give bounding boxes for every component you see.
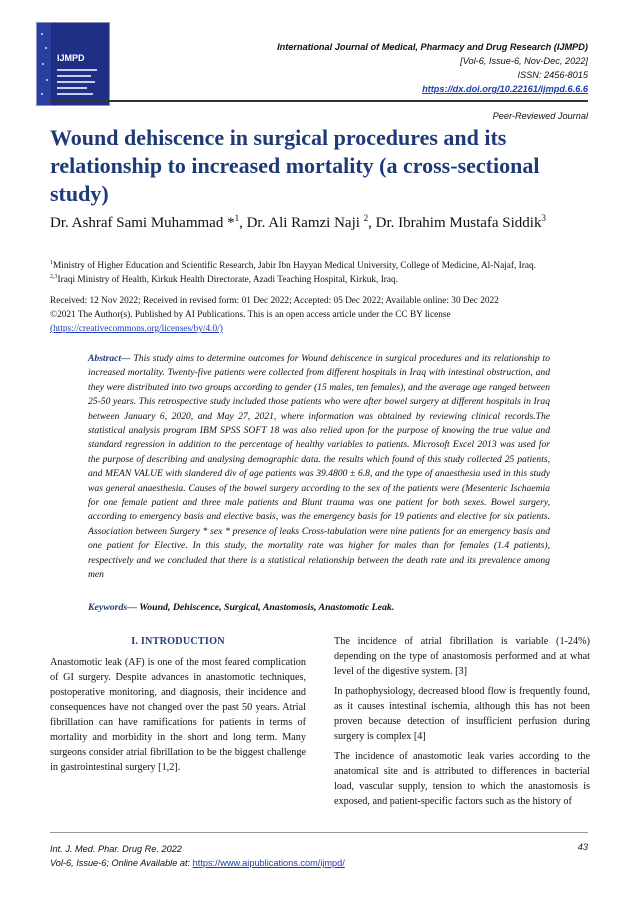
footer-availability-text: Vol-6, Issue-6; Online Available at: [50,858,193,868]
cover-dot [41,33,43,35]
body-left-column [50,634,306,780]
journal-website-link[interactable]: https://www.aipublications.com/ijmpd/ [192,858,345,868]
abstract-text: This study aims to determine outcomes for Wound dehiscence in surgical procedures and its relationship to increased mortality. Twenty-five patients were collected from different hospitals in Iraq with intestinal obstruction, and they were distributed into two groups according to gender (15 males, ten females), and the average age ranged between 25-50 years. This retrospective study included those patients who were after bowel surgery at different hospitals in Iraq between January 6, 2020, and May 27, 2021, where information was obtained by reviewing clinical records.The statistical analysis program IBM SPSS SOFT 18 was also relied upon for the purpose of knowing the true value and standard regression in addition to the percentage of healthy variables to patients. Microsoft Excel 2013 was used for the purpose of describing and analysing demographic data. the results which found of this study collected 25 patients, and MEAN VALUE with slandered div of age patients was 39.4800 ± 6.8, and the type of anaesthesia used in this study was general anaesthesia. Causes of the bowel surgery according to the sex of the patients were (Mesenteric Ischaemia for one female patient and three male patients and Blunt trauma was one patient for both sexes. Bowel surgery, according to emergency basis and elective basis, was the emergency basis for 19 patients and elective for six patients. Association between Surgery * sex * presence of leaks Cross-tabulation were nine patients for an emergency basis and one patient for Elective. In this study, the mortality rate was higher for males than for females (1.4 patients), respectively and we concluded that there is a statistical relationship between the death rate and its prevalence among men [88,353,550,581]
copyright-notice: ©2021 The Author(s). Published by AI Publications. This is an open access article under the CC BY license [50,310,451,320]
cover-text-line [57,93,93,95]
footer-rule [50,832,588,833]
cover-dot [45,47,47,49]
article-meta [50,294,590,336]
body-paragraph: The incidence of atrial fibrillation is variable (1-24%) depending on the type of anastomosis performed and at what level of the digestive system. [3] [334,636,590,677]
header-rule [50,100,588,102]
cover-text-line [57,87,87,89]
cover-dot [42,63,44,65]
author-sup: 3 [541,213,546,223]
author-list [50,213,546,232]
affiliation-text: Iraqi Ministry of Health, Kirkuk Health Directorate, Azadi Teaching Hospital, Kirkuk, Iraq. [57,275,398,286]
journal-name: International Journal of Medical, Pharmacy and Drug Research (IJMPD) [277,42,588,52]
author-sup: 1 [234,213,240,223]
keywords [88,602,550,613]
section-heading: I. INTRODUCTION [131,636,225,647]
abstract [88,352,550,583]
footer-availability [50,856,588,870]
affiliation-text: Ministry of Higher Education and Scientific Research, Jabir Ibn Hayyan Medical University, College of Medicine, Al-Najaf, Iraq. [53,261,536,272]
journal-volume: [Vol-6, Issue-6, Nov-Dec, 2022] [460,56,588,66]
author-sup: 2 [363,213,369,223]
body-paragraph: Anastomotic leak (AF) is one of the most feared complication of GI surgery. Despite advances in anastomotic techniques, postoperative monitoring, and diagnosis, their incidence and consequences have not changed over the past 50 years. Atrial fibrillation can have ramifications for patients in terms of mortality and morbidity in the short and long term. Many surgeons consider atrial fibrillation to be the biggest challenge in gastrointestinal surgery [1,2]. [50,657,306,773]
cover-text-line [57,81,95,83]
affiliation-sup: 2,3 [50,274,58,280]
journal-cover-image [36,22,110,106]
cover-text-line [57,69,97,71]
author-sep: , [368,215,376,231]
author-name: Dr. Ali Ramzi Naji [246,215,364,231]
doi-link[interactable]: https://dx.doi.org/10.22161/ijmpd.6.6.6 [422,84,588,94]
affiliation [50,271,398,287]
peer-reviewed-label: Peer-Reviewed Journal [492,111,588,121]
article-title: Wound dehiscence in surgical procedures and its relationship to increased mortality (a cross-sectional study) [50,125,540,206]
abstract-label: Abstract— [88,353,131,364]
author-sep: , [239,215,247,231]
keywords-label: Keywords— [88,602,137,613]
keywords-text: Wound, Dehiscence, Surgical, Anastomosis, Anastomotic Leak. [137,602,395,613]
footer-citation: Int. J. Med. Phar. Drug Re. 2022 [50,844,182,854]
author-name: Dr. Ashraf Sami Muhammad * [50,215,235,231]
body-paragraph: The incidence of anastomotic leak varies according to the anatomical site and is attributed to differences in bacterial load, vascular supply, tension to which the anastomosis is exposed, and patient-specific factors such as the history of [334,751,590,807]
cover-logo: IJMPD [57,53,85,63]
body-right-column [334,634,590,814]
cover-dot [41,93,43,95]
article-dates: Received: 12 Nov 2022; Received in revised form: 01 Dec 2022; Accepted: 05 Dec 2022; Available online: 30 Dec 2022 [50,296,499,306]
page-number: 43 [577,842,588,852]
affiliation-sup: 1 [50,260,53,266]
journal-issn: ISSN: 2456-8015 [517,70,588,80]
cover-text-line [57,75,91,77]
cover-dot [46,79,48,81]
license-link[interactable]: (https://creativecommons.org/licenses/by/4.0/) [50,324,223,334]
body-paragraph: In pathophysiology, decreased blood flow is frequently found, as it causes intestinal ischemia, although this has not been proven because detection of insufficient perfusion during surgery is complex [4] [334,686,590,742]
author-name: Dr. Ibrahim Mustafa Siddik [375,215,542,231]
cover-side-strip [37,23,51,105]
